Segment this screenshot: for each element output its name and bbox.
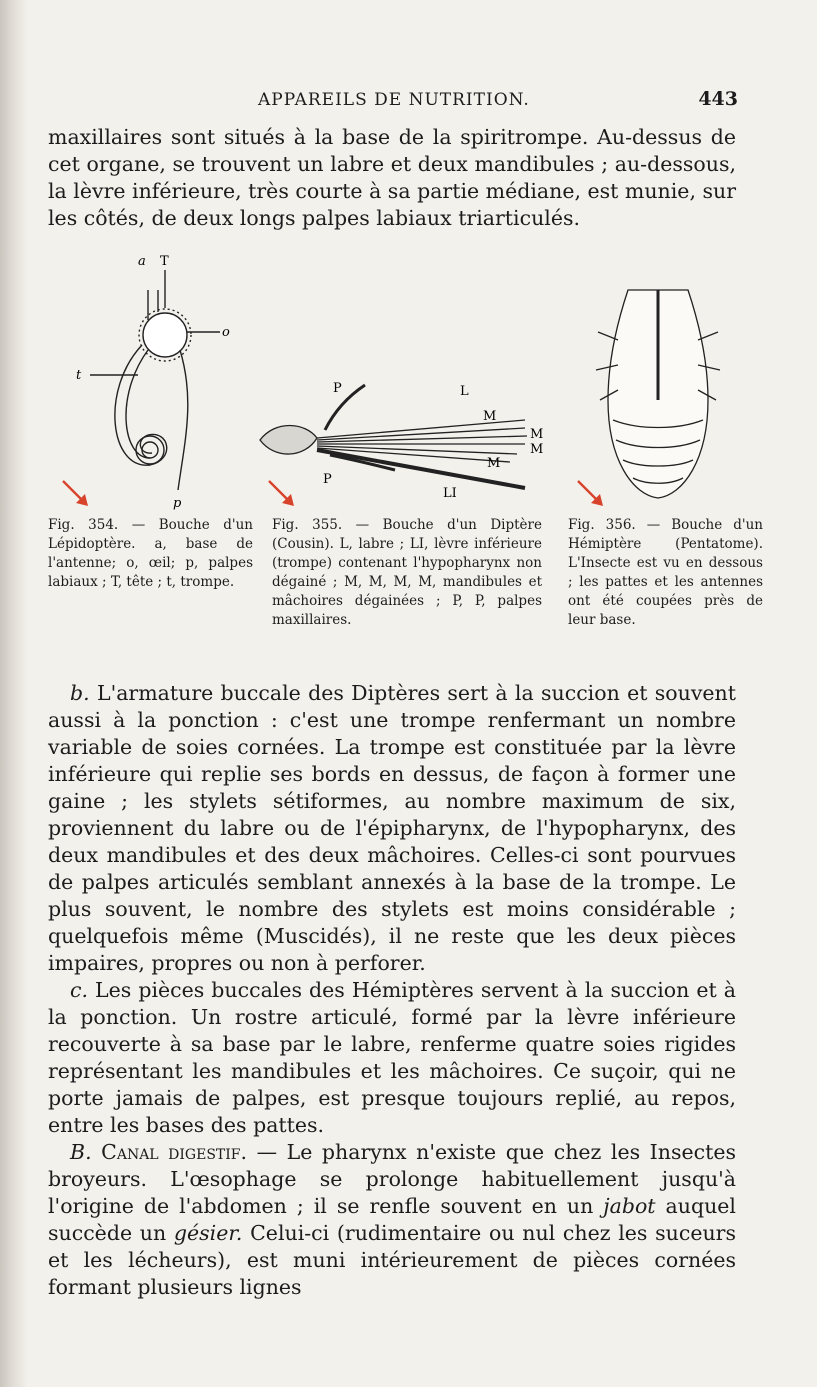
paragraph-c-lead: c.	[70, 978, 88, 1002]
paragraph-b-lead: b.	[70, 681, 90, 705]
paragraph-c	[48, 977, 736, 1139]
fig354-label-o: o	[222, 325, 230, 340]
section-heading-canal-digestif: Canal digestif.	[101, 1140, 248, 1164]
top-paragraph: maxillaires sont situés à la base de la spiritrompe. Au-dessus de cet organe, se trouvent un labre et deux mandibules ; au-dessous, la lèvre inférieure, très courte à sa partie médiane, est munie, sur les côtés, de deux longs palpes labiaux triarticulés.	[48, 125, 736, 230]
fig354-label-T: T	[160, 254, 169, 269]
fig354-label-a: a	[138, 254, 146, 269]
paragraph-B-text-1: — Le pharynx n'existe que chez les Insectes broyeurs. L'œsophage se prolonge habituellement jusqu'à l'origine de l'abdomen ; il se renfle souvent en un	[48, 1140, 736, 1218]
fig354-label-p: p	[173, 496, 182, 510]
paragraph-B-text-2: auquel succède un	[48, 1194, 736, 1245]
paragraph-B-canal-digestif	[48, 1139, 736, 1301]
term-jabot: jabot	[603, 1194, 656, 1218]
figure-354-lepidoptera-mouth	[30, 250, 250, 510]
fig355-label-L: L	[460, 384, 469, 399]
figure-354-caption: Fig. 354. — Bouche d'un Lépidoptère. a, base de l'antenne; o, œil; p, palpes labiaux ; T, tête ; t, trompe.	[48, 517, 253, 590]
fig355-label-P-bottom: P	[323, 472, 332, 487]
fig355-label-M3: M	[530, 442, 544, 457]
paragraph-c-text: Les pièces buccales des Hémiptères servent à la succion et à la ponction. Un rostre articulé, formé par la lèvre inférieure recouverte à sa base par le labre, renferme quatre soies rigides représentant les mandibules et les mâchoires. Ce suçoir, qui ne porte jamais de palpes, est presque toujours replié, au repos, entre les bases des pattes.	[48, 978, 736, 1137]
main-text	[48, 680, 736, 1301]
paragraph-B-text-3: Celui-ci (rudimentaire ou nul chez les suceurs et les lécheurs), est muni intérieurement de pièces cornées formant plusieurs lignes	[48, 1221, 736, 1299]
paragraph-B-lead: B.	[70, 1140, 92, 1164]
fig355-label-LI: LI	[443, 486, 457, 501]
page-header	[48, 86, 738, 116]
page-binding-edge	[0, 0, 28, 1387]
fig355-label-P-top: P	[333, 381, 342, 396]
fig355-label-M4: M	[487, 456, 501, 471]
paragraph-b	[48, 680, 736, 977]
term-gesier: gésier.	[173, 1221, 243, 1245]
arrow-marker-fig355	[266, 478, 298, 510]
figure-355-diptera-mouth	[255, 370, 555, 510]
arrow-marker-fig356	[575, 478, 607, 510]
figure-355-caption: Fig. 355. — Bouche d'un Diptère (Cousin). L, labre ; LI, lèvre inférieure (trompe) contenant l'hypopharynx non dégainé ; M, M, M, M, mandibules et mâchoires dégainées ; P, P, palpes maxillaires.	[272, 517, 542, 628]
page-number: 443	[698, 88, 738, 110]
fig355-label-M1: M	[483, 409, 497, 424]
figure-356-hemiptera-mouth	[578, 280, 738, 510]
paragraph-b-text: L'armature buccale des Diptères sert à la succion et souvent aussi à la ponction : c'est une trompe renfermant un nombre variable de soies cornées. La trompe est constituée par la lèvre inférieure qui replie ses bords en dessus, de façon à former une gaine ; les stylets sétiformes, au nombre maximum de six, proviennent du labre ou de l'épipharynx, de l'hypopharynx, des deux mandibules et des deux mâchoires. Celles-ci sont pourvues de palpes articulés semblant annexés à la base de la trompe. Le plus souvent, le nombre des stylets est moins considérable ; quelquefois même (Muscidés), il ne reste que les deux pièces impaires, propres ou non à perforer.	[48, 681, 736, 975]
fig354-label-t: t	[76, 368, 82, 383]
arrow-marker-fig354	[60, 478, 92, 510]
running-title: APPAREILS DE NUTRITION.	[258, 90, 530, 110]
fig355-label-M2: M	[530, 427, 544, 442]
figure-356-caption: Fig. 356. — Bouche d'un Hémiptère (Pentatome). L'Insecte est vu en dessous ; les pattes et les antennes ont été coupées près de leur base.	[568, 517, 763, 628]
